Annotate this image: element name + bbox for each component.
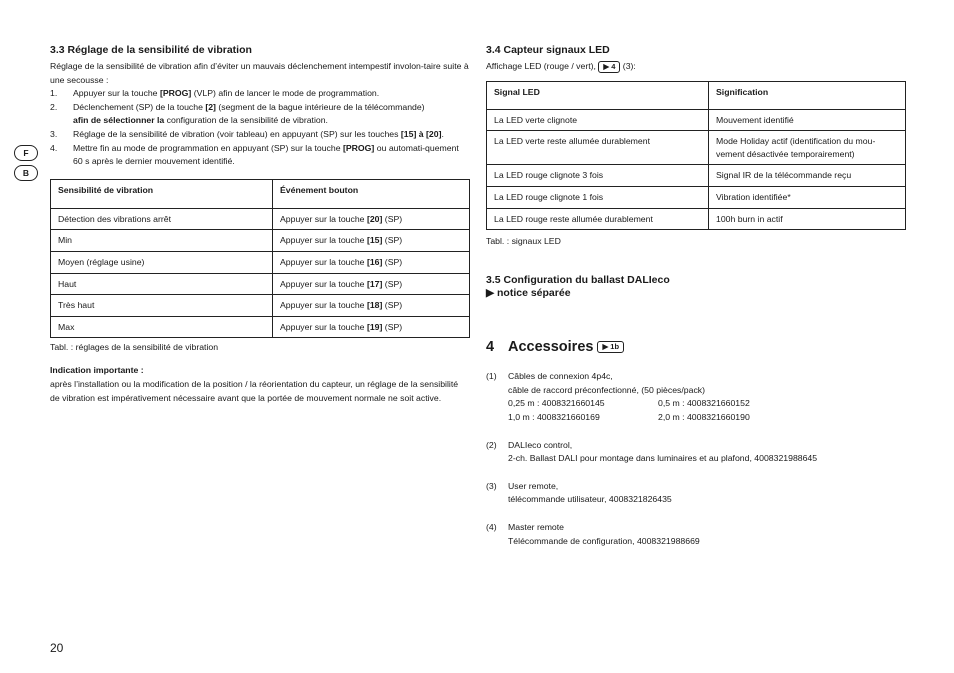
led-table [486,81,906,231]
accessory-item: (2) DALIeco control, 2-ch. Ballast DALI pour montage dans luminaires et au plafond, 4008321988645 [486,439,818,464]
table-row: Moyen (réglage usine) Appuyer sur la touche [16] (SP) [51,251,470,273]
figure-ref-tag: ▶ 4 [598,61,620,73]
section-title: 3.4 Capteur signaux LED [486,44,610,56]
step-item: 4. Mettre fin au mode de programmation en appuyant (SP) sur la touche [PROG] ou automati-quement 60 s après le dernier mouvement identifié. [50,142,459,167]
table-row: La LED rouge clignote 1 fois Vibration identifiée* [487,186,906,208]
step-item: 2. Déclenchement (SP) de la touche [2] (segment de la bague intérieure de la télécommande) afin de sélectionner la configuration de la sensibilité de vibration. [50,101,425,126]
table-row: Détection des vibrations arrêt Appuyer sur la touche [20] (SP) [51,208,470,230]
table-row: La LED rouge clignote 3 fois Signal IR de la télécommande reçu [487,165,906,187]
section-title: 3.3 Réglage de la sensibilité de vibration [50,44,252,56]
section-title: 3.5 Configuration du ballast DALIeco [486,274,670,287]
lang-badge-f: F [14,145,38,161]
accessory-item: (1) Câbles de connexion 4p4c, câble de raccord préconfectionné, (50 pièces/pack) 0,25 m : 4008321660145 0,5 m : 4008321660152 1,0 m : 4008321660169 2,0 m : 4008321660190 [486,371,750,422]
chapter-heading [486,338,906,356]
led-intro: Affichage LED (rouge / vert), ▶ 4 (3): [486,61,636,71]
accessory-item: (3) User remote, télécommande utilisateur, 4008321826435 [486,480,672,505]
steps-list [50,87,470,169]
section-intro: Réglage de la sensibilité de vibration afin d’éviter un mauvais déclenchement intempestif involon-taire suite à une secousse : [50,61,469,85]
step-item: 3. Réglage de la sensibilité de vibration (voir tableau) en appuyant (SP) sur les touches [15] à [20]. [50,128,444,139]
table-row: La LED rouge reste allumée durablement 100h burn in actif [487,208,906,230]
table-header: Signification [709,81,906,109]
page-number: 20 [50,641,64,655]
table-caption: Tabl. : signaux LED [486,236,561,247]
table-row: La LED verte reste allumée durablement Mode Holiday actif (identification du mou-vement désactivée temporairement) [487,131,906,165]
step-item: 1. Appuyer sur la touche [PROG] (VLP) afin de lancer le mode de programmation. [50,88,380,99]
note-title: Indication importante : [50,365,144,376]
note-text: après l’installation ou la modification de la position / la réorientation du capteur, un réglage de la sensibilité de vibration est impérativement nécessaire avant que la portée de mouvement normale ne soit active. [50,378,459,403]
table-row: La LED verte clignote Mouvement identifié [487,109,906,131]
vibration-table [50,179,470,339]
table-row: Haut Appuyer sur la touche [17] (SP) [51,273,470,295]
table-header: Événement bouton [273,179,470,208]
figure-ref-tag: ▶ 1b [597,341,624,353]
table-row: Très haut Appuyer sur la touche [18] (SP) [51,295,470,317]
accessory-item: (4) Master remote Télécommande de configuration, 4008321988669 [486,521,700,546]
table-caption: Tabl. : réglages de la sensibilité de vibration [50,342,219,353]
table-header: Sensibilité de vibration [51,179,273,208]
chapter-title: Accessoires [508,339,594,356]
section-subtitle: ▶ notice séparée [486,287,571,300]
table-row: Min Appuyer sur la touche [15] (SP) [51,230,470,252]
table-header: Signal LED [487,81,709,109]
right-column [486,44,906,562]
table-row: Max Appuyer sur la touche [19] (SP) [51,316,470,338]
section-3-3 [50,44,470,405]
chapter-number: 4 [486,339,495,356]
lang-badge-b: B [14,165,38,181]
